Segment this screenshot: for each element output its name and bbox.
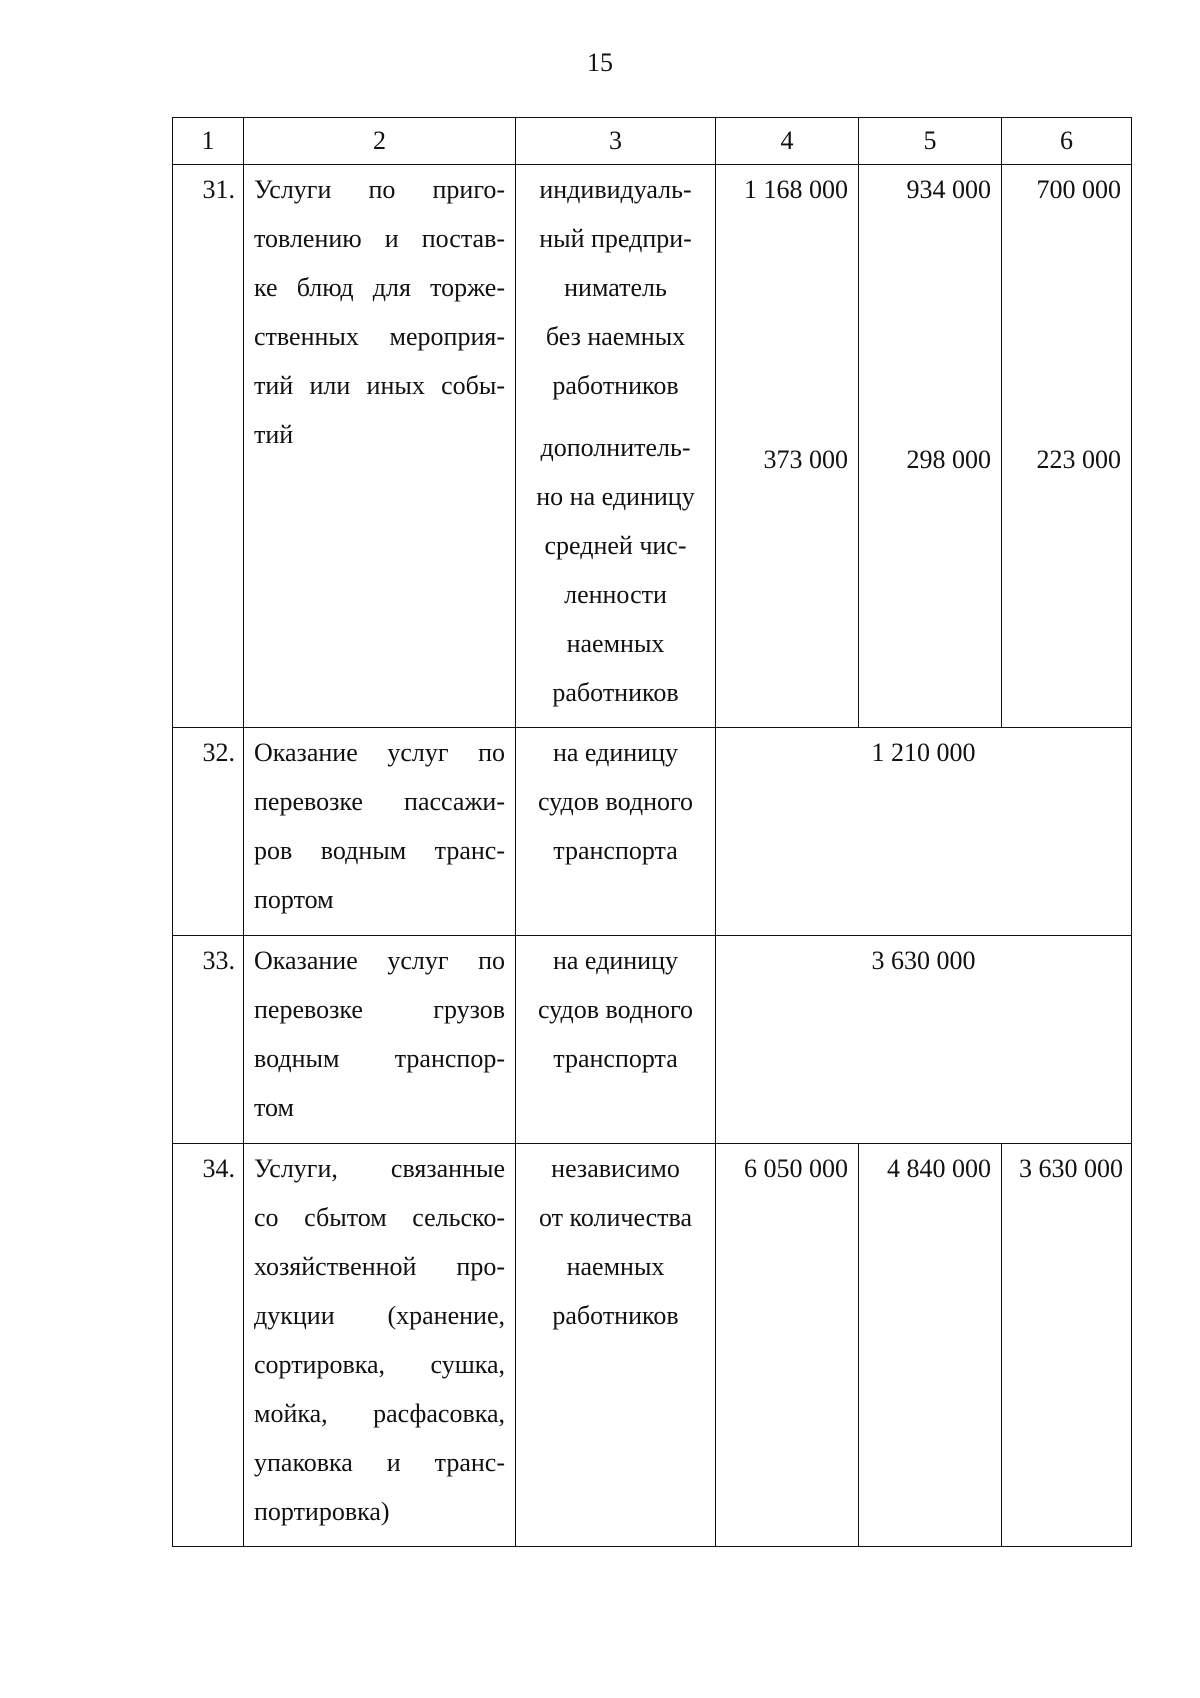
text-line: водным транспор- bbox=[254, 1044, 505, 1073]
service-description bbox=[244, 728, 516, 935]
basis-cell bbox=[516, 165, 716, 727]
row-number: 33. bbox=[173, 936, 244, 1143]
service-description bbox=[244, 165, 516, 727]
basis-cell bbox=[516, 936, 716, 1143]
text-line: ственных мероприя- bbox=[254, 322, 505, 351]
header-cell-4: 4 bbox=[716, 118, 859, 164]
text-line: ров водным транс- bbox=[254, 836, 505, 865]
text-line: тий или иных собы- bbox=[254, 371, 505, 400]
header-cell-1: 1 bbox=[173, 118, 244, 164]
table-header-row bbox=[173, 118, 1131, 165]
text-line: сортировка, сушка, bbox=[254, 1350, 505, 1379]
page-number: 15 bbox=[587, 48, 613, 77]
merged-value-cell: 1 210 000 bbox=[871, 738, 976, 767]
value-amount: 223 000 bbox=[1036, 445, 1121, 474]
value-cell-col5 bbox=[859, 165, 1002, 727]
value-amount: 298 000 bbox=[906, 445, 991, 474]
text-line: судов водного bbox=[537, 787, 694, 816]
text-line: дополнитель- bbox=[540, 433, 691, 462]
text-line: наемных bbox=[566, 1252, 665, 1281]
basis-cell bbox=[516, 1144, 716, 1546]
text-line: от количества bbox=[538, 1203, 693, 1232]
text-line: дукции (хранение, bbox=[254, 1301, 505, 1330]
value-amount: 700 000 bbox=[1036, 175, 1121, 204]
service-description bbox=[244, 1144, 516, 1546]
value-cell-col5: 4 840 000 bbox=[859, 1144, 1002, 1546]
text-line: портировка) bbox=[254, 1497, 390, 1526]
text-line: работников bbox=[552, 1301, 679, 1330]
text-line: ке блюд для торже- bbox=[254, 273, 505, 302]
value-amount: 373 000 bbox=[763, 445, 848, 474]
text-line: работников bbox=[552, 678, 679, 707]
row-number: 31. bbox=[173, 165, 244, 727]
text-line: наемных bbox=[566, 629, 665, 658]
text-line: Оказание услуг по bbox=[254, 738, 505, 767]
header-cell-2: 2 bbox=[244, 118, 516, 164]
text-line: средней чис- bbox=[544, 531, 687, 560]
data-table bbox=[172, 117, 1132, 1547]
row-number: 32. bbox=[173, 728, 244, 935]
text-line: товлению и постав- bbox=[254, 224, 505, 253]
text-line: Услуги, связанные bbox=[254, 1154, 505, 1183]
text-line: на единицу bbox=[552, 738, 679, 767]
text-line: судов водного bbox=[537, 995, 694, 1024]
text-line: портом bbox=[254, 885, 334, 914]
text-line: на единицу bbox=[552, 946, 679, 975]
text-line: ниматель bbox=[564, 273, 667, 302]
service-description bbox=[244, 936, 516, 1143]
text-line: транспорта bbox=[553, 1044, 678, 1073]
text-line: работников bbox=[552, 371, 679, 400]
row-number: 34. bbox=[173, 1144, 244, 1546]
table-row-34 bbox=[173, 1144, 1131, 1546]
value-amount: 934 000 bbox=[906, 175, 991, 204]
value-cell-col4: 6 050 000 bbox=[716, 1144, 859, 1546]
value-cell-col6: 3 630 000 bbox=[1019, 1154, 1123, 1183]
text-line: мойка, расфасовка, bbox=[254, 1399, 505, 1428]
table-row-31 bbox=[173, 165, 1131, 728]
text-line: без наемных bbox=[545, 322, 686, 351]
text-line: перевозке пассажи- bbox=[254, 787, 505, 816]
value-cell-col4 bbox=[716, 165, 859, 727]
table-row-33 bbox=[173, 936, 1131, 1144]
text-line: ный предпри- bbox=[539, 224, 692, 253]
text-line: но на единицу bbox=[536, 482, 695, 511]
merged-value-cell: 3 630 000 bbox=[871, 946, 976, 975]
header-cell-5: 5 bbox=[859, 118, 1002, 164]
text-line: транспорта bbox=[553, 836, 678, 865]
value-amount: 1 168 000 bbox=[744, 175, 848, 204]
text-line: независимо bbox=[551, 1154, 680, 1183]
text-line: хозяйственной про- bbox=[254, 1252, 505, 1281]
text-line: Оказание услуг по bbox=[254, 946, 505, 975]
header-cell-3: 3 bbox=[516, 118, 716, 164]
text-line: индивидуаль- bbox=[539, 175, 692, 204]
header-cell-6: 6 bbox=[1060, 126, 1073, 155]
table-row-32 bbox=[173, 728, 1131, 936]
text-line: Услуги по приго- bbox=[254, 175, 505, 204]
basis-cell bbox=[516, 728, 716, 935]
value-cell-col6 bbox=[1002, 165, 1131, 727]
text-line: упаковка и транс- bbox=[254, 1448, 505, 1477]
text-line: ленности bbox=[564, 580, 667, 609]
text-line: тий bbox=[254, 420, 294, 449]
text-line: со сбытом сельско- bbox=[254, 1203, 505, 1232]
text-line: перевозке грузов bbox=[254, 995, 505, 1024]
text-line: том bbox=[254, 1093, 294, 1122]
